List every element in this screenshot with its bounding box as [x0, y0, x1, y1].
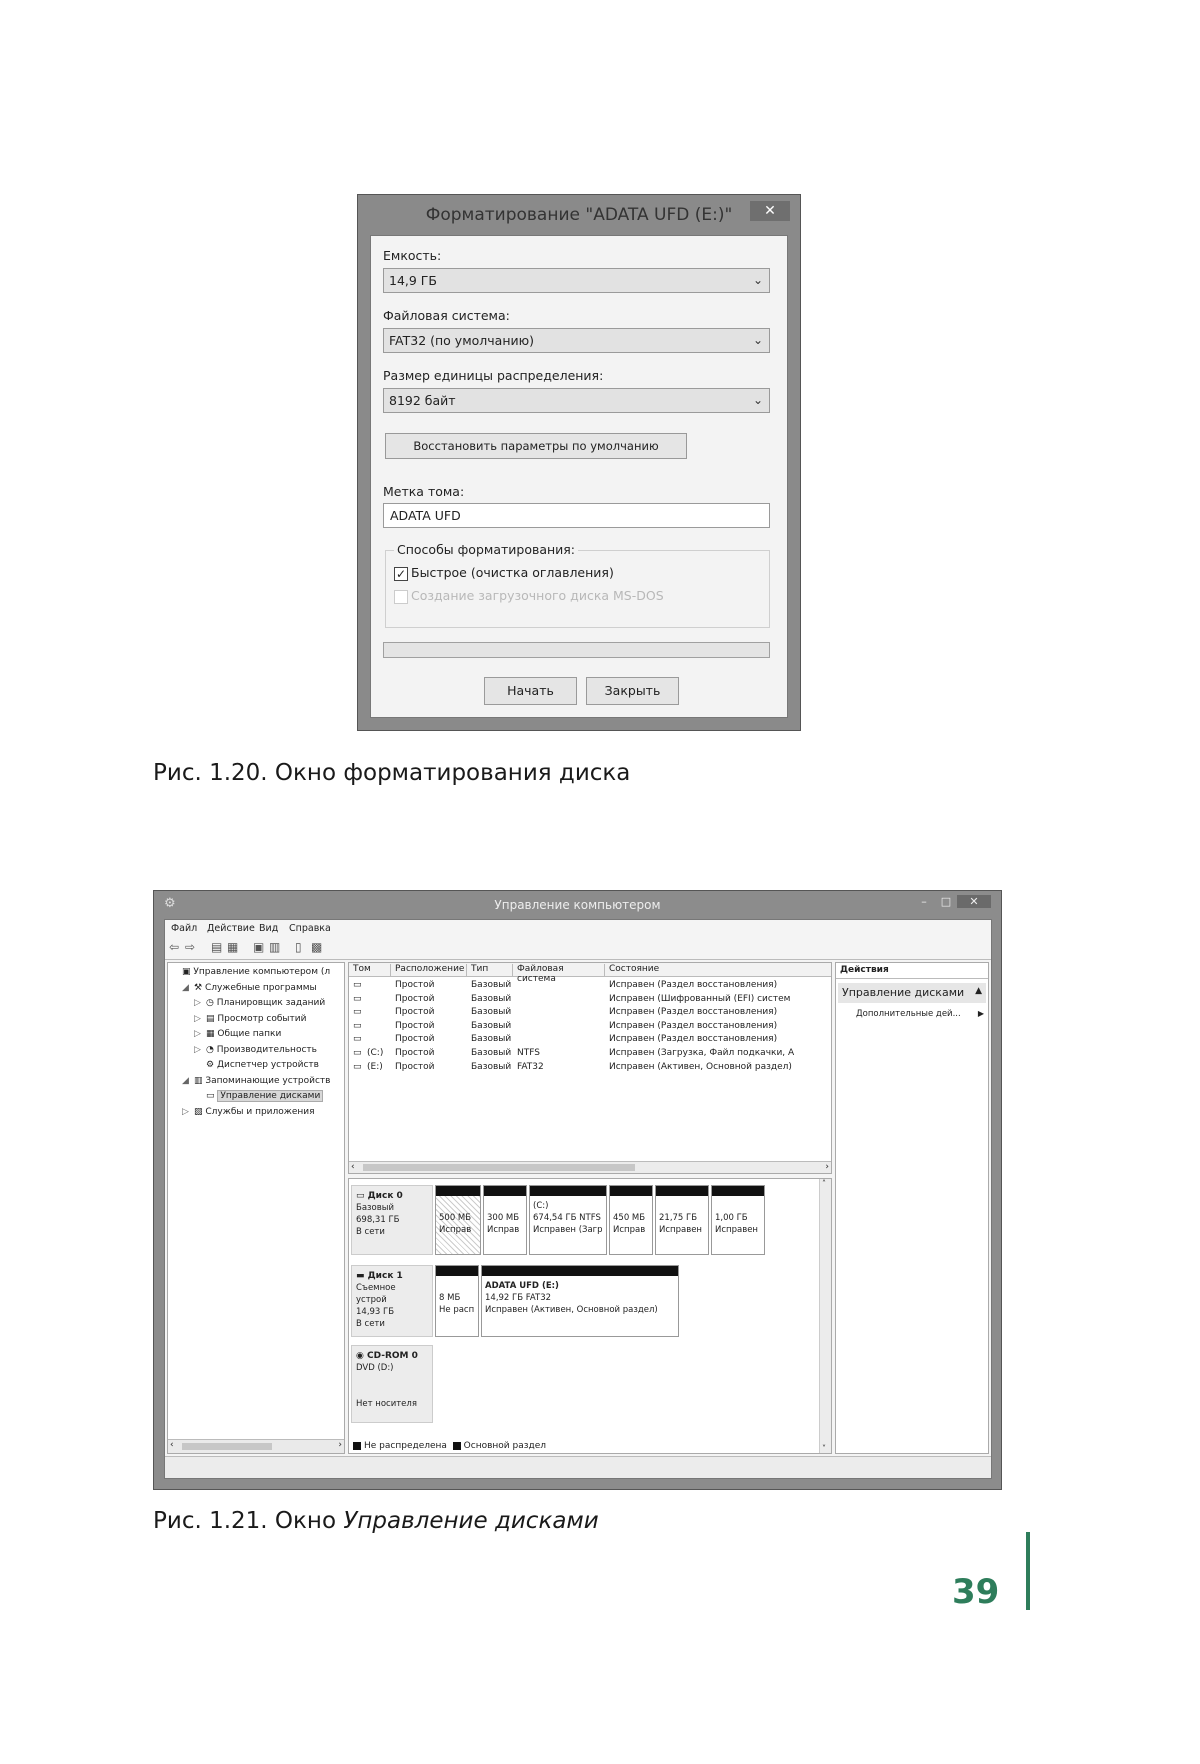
cell-fs: FAT32 [517, 1061, 544, 1072]
actions-disk-management[interactable] [838, 983, 986, 1003]
partition[interactable] [655, 1185, 709, 1255]
cell-type: Базовый [471, 993, 512, 1004]
services-icon: ▧ [194, 1106, 206, 1117]
tree-scrollbar[interactable] [168, 1439, 344, 1453]
partition-line3: Исправ [487, 1225, 520, 1235]
partition[interactable] [435, 1185, 481, 1255]
partition-line2: 21,75 ГБ [659, 1213, 698, 1223]
msdos-boot-option [394, 588, 664, 604]
page-rule [1026, 1532, 1030, 1610]
actions-pane [835, 962, 989, 1454]
volume-icon: ▭ [353, 1020, 362, 1031]
filesystem-select[interactable] [383, 328, 770, 353]
computer-management-content [164, 919, 992, 1479]
tree-item[interactable] [170, 967, 330, 977]
partition-line3: Исправен [659, 1225, 702, 1235]
actions-header: Действия [836, 963, 988, 979]
volume-icon: ▭ [353, 1048, 362, 1058]
performance-icon: ◔ [206, 1044, 217, 1055]
device-manager-icon: ⚙ [206, 1060, 217, 1070]
window-close-button[interactable]: ✕ [957, 895, 991, 908]
quick-format-checkbox[interactable]: ✓ [395, 566, 407, 581]
chevron-down-icon: ⌄ [752, 393, 763, 407]
format-dialog [357, 194, 801, 731]
cell-status: Исправен (Раздел восстановления) [609, 1020, 778, 1031]
column-header-type[interactable]: Тип [467, 964, 513, 977]
cell-status: Исправен (Раздел восстановления) [609, 980, 778, 990]
console-tree [167, 962, 345, 1454]
legend-unallocated: Не распределена [364, 1441, 447, 1451]
tree-item-label: Общие папки [217, 1029, 282, 1039]
partition-line3: Исправ [613, 1225, 646, 1235]
start-button[interactable]: Начать [484, 677, 577, 705]
column-header-status[interactable]: Состояние [609, 964, 660, 974]
msdos-boot-label: Создание загрузочного диска MS-DOS [411, 588, 664, 603]
disk-0-line2: 698,31 ГБ [356, 1215, 400, 1225]
partition-unallocated[interactable] [435, 1265, 479, 1337]
cdrom-0-name: CD-ROM 0 [367, 1351, 418, 1361]
partition-line3: Исправен (Активен, Основной раздел) [485, 1305, 658, 1315]
cell-type: Базовый [471, 1020, 512, 1031]
unit-size-select[interactable] [383, 388, 770, 413]
capacity-select[interactable] [383, 268, 770, 293]
cell-layout: Простой [395, 1061, 435, 1072]
app-icon: ⚙ [164, 896, 176, 911]
volume-label-input[interactable]: ADATA UFD [383, 503, 770, 528]
volume-icon: ▭ [353, 993, 362, 1004]
tree-item[interactable] [182, 1107, 315, 1117]
format-options-group [385, 542, 770, 628]
tree-item-label: Диспетчер устройств [216, 1060, 319, 1070]
tree-item[interactable] [194, 1091, 323, 1101]
computer-management-title: Управление компьютером [494, 898, 661, 912]
filesystem-value: FAT32 (по умолчанию) [389, 333, 535, 348]
volume-list-scrollbar[interactable] [349, 1161, 831, 1173]
cdrom-0-line3: Нет носителя [356, 1399, 417, 1409]
scrollbar-thumb[interactable] [182, 1443, 272, 1450]
collapse-up-icon: ▲ [975, 986, 982, 996]
console-tree-icon[interactable]: ▤ [211, 940, 223, 954]
tree-item[interactable] [194, 1060, 319, 1070]
partition-line3: Исправен (Загр [533, 1225, 603, 1235]
disk-1-line3: В сети [356, 1319, 385, 1329]
column-header-layout[interactable]: Расположение [391, 964, 467, 977]
toolbar [165, 938, 991, 960]
disk-1-line2: 14,93 ГБ [356, 1307, 395, 1317]
volume-icon: ▭ [353, 1034, 362, 1045]
maximize-button[interactable]: □ [940, 895, 952, 908]
cell-status: Исправен (Раздел восстановления) [609, 1007, 778, 1018]
legend-swatch [353, 1442, 361, 1450]
tree-item-label: Служебные программы [204, 982, 317, 993]
tree-item[interactable] [194, 1029, 281, 1039]
capacity-label: Емкость: [383, 248, 442, 263]
tree-item-label: Управление дисками [217, 1090, 323, 1102]
caption-2-italic: Управление дисками [343, 1508, 599, 1534]
disk-1-line1: Съемное устрой [356, 1283, 396, 1305]
close-button[interactable]: ✕ [750, 201, 790, 221]
column-header-filesystem[interactable]: Файловая система [513, 964, 605, 977]
partition[interactable] [711, 1185, 765, 1255]
disk-graph-scrollbar[interactable] [819, 1179, 831, 1453]
tree-item-label: Управление компьютером (л [193, 967, 331, 977]
expand-toggle-icon[interactable]: ▷ [182, 1106, 189, 1117]
disk-0-name: Диск 0 [367, 1191, 403, 1201]
scroll-left-icon[interactable]: ‹ [170, 1440, 174, 1450]
removable-disk-icon: ▬ [356, 1271, 365, 1281]
partition-line2: 674,54 ГБ NTFS [533, 1213, 601, 1223]
disk-icon[interactable]: ▩ [311, 940, 323, 954]
disk-0-label[interactable] [351, 1185, 433, 1255]
partition-adata-ufd[interactable] [481, 1265, 679, 1337]
menu-action[interactable]: Действие [207, 923, 255, 934]
disk-graph-view [348, 1178, 832, 1454]
cell-status: Исправен (Шифрованный (EFI) систем [609, 993, 791, 1004]
chevron-down-icon: ⌄ [752, 333, 763, 347]
window-buttons [913, 895, 991, 908]
actions-more-label: Дополнительные дей... [856, 1009, 961, 1019]
disk-0-line1: Базовый [356, 1203, 395, 1213]
legend-swatch [453, 1442, 461, 1450]
figure-caption-1: Рис. 1.20. Окно форматирования диска [153, 760, 631, 786]
partition-line3: Исправ [439, 1225, 472, 1235]
unit-size-value: 8192 байт [389, 393, 456, 408]
disk-0-line3: В сети [356, 1227, 385, 1237]
cell-layout: Простой [395, 1034, 435, 1045]
scroll-left-icon[interactable]: ‹ [351, 1162, 355, 1172]
expand-toggle-icon[interactable]: ▷ [194, 1013, 201, 1024]
partition[interactable] [529, 1185, 607, 1255]
cell-layout: Простой [395, 1007, 435, 1018]
scroll-right-icon[interactable]: › [825, 1162, 829, 1172]
status-bar [165, 1456, 991, 1478]
partition[interactable] [609, 1185, 653, 1255]
tree-item[interactable] [182, 1076, 330, 1086]
tree-item-label: Производительность [216, 1044, 317, 1055]
partition-line2: 8 МБ [439, 1293, 461, 1303]
partition-line2: 500 МБ [439, 1213, 472, 1223]
cell-type: Базовый [471, 1061, 512, 1072]
partition[interactable] [483, 1185, 527, 1255]
volume-label-label: Метка тома: [383, 484, 465, 499]
menu-bar [165, 920, 991, 938]
disk-1-label[interactable] [351, 1265, 433, 1337]
tree-item[interactable] [194, 1045, 317, 1055]
tree-item-label: Планировщик заданий [216, 998, 326, 1008]
menu-view[interactable]: Вид [259, 923, 279, 934]
volume-icon: ▭ [353, 1061, 362, 1072]
forward-arrow-icon[interactable]: ⇨ [185, 940, 196, 954]
volume-icon: ▭ [353, 1007, 362, 1018]
chevron-right-icon: ▶ [977, 1009, 984, 1018]
format-options-title: Способы форматирования: [394, 542, 578, 557]
cell-vol: (E:) [367, 1061, 383, 1072]
shared-folder-icon: ▦ [206, 1029, 218, 1039]
expand-toggle-icon[interactable]: ▷ [194, 1029, 201, 1039]
cell-type: Базовый [471, 980, 512, 990]
volume-icon: ▭ [353, 980, 362, 990]
legend [353, 1441, 546, 1451]
cell-status: Исправен (Активен, Основной раздел) [609, 1061, 792, 1072]
minimize-button[interactable]: – [921, 895, 927, 908]
partition-line1: ADATA UFD (E:) [485, 1281, 559, 1291]
actions-more[interactable] [856, 1009, 986, 1019]
actions-disk-management-label: Управление дисками [842, 986, 965, 999]
scroll-down-icon[interactable]: ˅ [822, 1444, 826, 1453]
table-row[interactable] [349, 1061, 831, 1076]
cell-layout: Простой [395, 1020, 435, 1031]
volume-list-header [349, 963, 831, 984]
hard-disk-icon: ▭ [356, 1191, 365, 1201]
cell-layout: Простой [395, 1048, 435, 1058]
storage-icon: ▥ [194, 1075, 206, 1086]
tree-item-label: Запоминающие устройств [205, 1075, 331, 1086]
filesystem-label: Файловая система: [383, 308, 510, 323]
cell-type: Базовый [471, 1034, 512, 1045]
chevron-down-icon: ⌄ [752, 273, 763, 287]
quick-format-label: Быстрое (очистка оглавления) [411, 565, 614, 580]
computer-management-window [153, 890, 1002, 1490]
expand-toggle-icon[interactable]: ◢ [182, 982, 189, 993]
properties-icon[interactable]: ▦ [227, 940, 239, 954]
expand-toggle-icon[interactable]: ◢ [182, 1075, 189, 1086]
tree-item-label: Службы и приложения [205, 1106, 315, 1117]
tree-item[interactable] [182, 983, 317, 993]
page-number: 39 [952, 1572, 1000, 1612]
scroll-right-icon[interactable]: › [338, 1440, 342, 1450]
tree-item[interactable] [194, 1014, 306, 1024]
legend-primary: Основной раздел [463, 1441, 547, 1451]
cell-status: Исправен (Загрузка, Файл подкачки, А [609, 1048, 795, 1058]
menu-help[interactable]: Справка [289, 923, 331, 934]
disk-management-icon: ▭ [206, 1091, 218, 1101]
computer-icon: ▣ [182, 967, 194, 977]
cell-type: Базовый [471, 1048, 512, 1058]
caption-2-prefix: Рис. 1.21. Окно [153, 1508, 344, 1534]
format-dialog-title: Форматирование "ADATA UFD (E:)" [425, 205, 733, 225]
event-log-icon: ▤ [206, 1013, 218, 1024]
close-dialog-button[interactable]: Закрыть [586, 677, 679, 705]
scrollbar-thumb[interactable] [363, 1164, 635, 1171]
cdrom-icon: ◉ [356, 1351, 364, 1361]
cell-fs: NTFS [517, 1048, 540, 1058]
details-icon[interactable]: ▥ [269, 940, 281, 954]
menu-file[interactable]: Файл [171, 923, 198, 934]
partition-line2: 14,92 ГБ FAT32 [485, 1293, 552, 1303]
cdrom-0-label[interactable] [351, 1345, 433, 1423]
partition-line2: 300 МБ [487, 1213, 520, 1223]
tools-icon: ⚒ [194, 982, 205, 993]
volume-list [348, 962, 832, 1174]
clock-icon: ◷ [206, 998, 217, 1008]
cell-type: Базовый [471, 1007, 512, 1018]
partition-line2: 450 МБ [613, 1213, 646, 1223]
cell-status: Исправен (Раздел восстановления) [609, 1034, 778, 1045]
msdos-boot-checkbox [394, 590, 408, 604]
cell-vol: (C:) [367, 1048, 384, 1058]
cell-layout: Простой [395, 993, 435, 1004]
document-icon[interactable]: ▯ [295, 940, 302, 954]
expand-toggle-icon[interactable]: ▷ [194, 1044, 201, 1055]
tree-item-label: Просмотр событий [217, 1013, 307, 1024]
help-icon[interactable]: ▣ [253, 940, 265, 954]
quick-format-option[interactable] [394, 565, 614, 581]
disk-1-name: Диск 1 [367, 1271, 403, 1281]
scroll-up-icon[interactable]: ˄ [822, 1179, 826, 1188]
partition-line3: Не расп [439, 1305, 475, 1315]
figure-caption-2 [153, 1508, 599, 1534]
unit-size-label: Размер единицы распределения: [383, 368, 604, 383]
partition-line3: Исправен [715, 1225, 758, 1235]
partition-line1: (C:) [533, 1201, 549, 1211]
cell-layout: Простой [395, 980, 435, 990]
tree-item[interactable] [194, 998, 325, 1008]
column-header-volume[interactable]: Том [349, 964, 391, 977]
format-dialog-body [370, 235, 788, 718]
capacity-value: 14,9 ГБ [389, 273, 438, 288]
cdrom-0-line1: DVD (D:) [356, 1363, 394, 1373]
back-arrow-icon[interactable]: ⇦ [169, 940, 180, 954]
format-progress-bar [383, 642, 770, 658]
partition-line2: 1,00 ГБ [715, 1213, 748, 1223]
restore-defaults-button[interactable]: Восстановить параметры по умолчанию [385, 433, 687, 459]
expand-toggle-icon[interactable]: ▷ [194, 998, 201, 1008]
